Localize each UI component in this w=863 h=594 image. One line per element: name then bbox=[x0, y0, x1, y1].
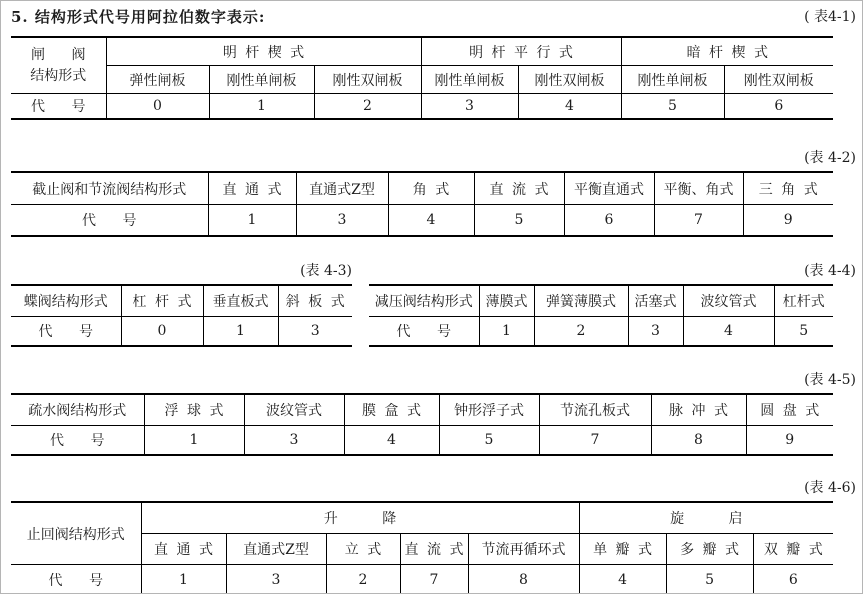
caption-row bbox=[11, 148, 856, 168]
code-value: 9 bbox=[746, 426, 833, 456]
col-header: 刚性单闸板 bbox=[421, 66, 518, 94]
table-4-6-caption: (表 4-6) bbox=[804, 480, 856, 496]
col-header: 三 角 式 bbox=[743, 172, 833, 205]
code-value: 8 bbox=[468, 565, 579, 594]
heading-row bbox=[11, 7, 856, 27]
col-header: 角 式 bbox=[388, 172, 474, 205]
code-value: 4 bbox=[344, 426, 439, 456]
col-header: 多 瓣 式 bbox=[666, 534, 753, 565]
code-value: 4 bbox=[683, 317, 774, 347]
table-4-5-caption: (表 4-5) bbox=[804, 372, 856, 388]
table-4-1-caption: ( 表4-1) bbox=[804, 9, 856, 25]
code-value: 7 bbox=[400, 565, 468, 594]
code-value: 3 bbox=[278, 317, 352, 347]
col-header: 直 流 式 bbox=[400, 534, 468, 565]
col-header: 脉 冲 式 bbox=[651, 394, 746, 426]
code-value: 8 bbox=[651, 426, 746, 456]
code-row-label: 代 号 bbox=[11, 426, 144, 456]
row-header bbox=[11, 37, 106, 94]
page-title: 5. 结构形式代号用阿拉伯数字表示: bbox=[11, 8, 266, 26]
code-value: 5 bbox=[621, 94, 724, 120]
code-value: 1 bbox=[203, 317, 278, 347]
col-header: 斜 板 式 bbox=[278, 285, 352, 317]
col-header: 薄膜式 bbox=[479, 285, 534, 317]
code-value: 5 bbox=[474, 205, 564, 237]
code-value: 1 bbox=[479, 317, 534, 347]
col-header: 浮 球 式 bbox=[144, 394, 244, 426]
code-value: 1 bbox=[209, 94, 314, 120]
code-value: 7 bbox=[539, 426, 651, 456]
col-header: 波纹管式 bbox=[683, 285, 774, 317]
col-header: 刚性双闸板 bbox=[314, 66, 421, 94]
row-header: 截止阀和节流阀结构形式 bbox=[11, 172, 208, 205]
code-value: 0 bbox=[106, 94, 209, 120]
code-value: 3 bbox=[421, 94, 518, 120]
row-header: 疏水阀结构形式 bbox=[11, 394, 144, 426]
col-header: 刚性双闸板 bbox=[724, 66, 833, 94]
code-value: 3 bbox=[296, 205, 388, 237]
code-row-label: 代 号 bbox=[369, 317, 479, 347]
row-header: 蝶阀结构形式 bbox=[11, 285, 121, 317]
group-header: 明 杆 平 行 式 bbox=[421, 37, 621, 66]
table-4-6 bbox=[11, 501, 833, 594]
caption-row bbox=[11, 478, 856, 498]
group-header: 升 降 bbox=[141, 502, 579, 534]
group-header: 暗 杆 楔 式 bbox=[621, 37, 833, 66]
code-value: 3 bbox=[226, 565, 326, 594]
code-value: 1 bbox=[141, 565, 226, 594]
col-header: 弹性闸板 bbox=[106, 66, 209, 94]
row-header-line2: 结构形式 bbox=[30, 67, 87, 84]
code-value: 9 bbox=[743, 205, 833, 237]
col-header: 平衡、角式 bbox=[654, 172, 743, 205]
table-4-3-caption: (表 4-3) bbox=[300, 263, 352, 279]
code-value: 3 bbox=[628, 317, 683, 347]
table-4-2 bbox=[11, 171, 833, 237]
col-header: 单 瓣 式 bbox=[579, 534, 666, 565]
table-4-4 bbox=[369, 284, 833, 347]
col-header: 刚性单闸板 bbox=[209, 66, 314, 94]
code-value: 7 bbox=[654, 205, 743, 237]
col-header: 平衡直通式 bbox=[564, 172, 654, 205]
col-header: 圆 盘 式 bbox=[746, 394, 833, 426]
group-header: 明 杆 楔 式 bbox=[106, 37, 421, 66]
col-header: 节流再循环式 bbox=[468, 534, 579, 565]
code-value: 5 bbox=[774, 317, 833, 347]
code-value: 4 bbox=[579, 565, 666, 594]
code-value: 5 bbox=[666, 565, 753, 594]
code-value: 3 bbox=[244, 426, 344, 456]
col-header: 杠 杆 式 bbox=[121, 285, 203, 317]
col-header: 节流孔板式 bbox=[539, 394, 651, 426]
col-header: 刚性单闸板 bbox=[621, 66, 724, 94]
col-header: 直通式Z型 bbox=[296, 172, 388, 205]
code-row-label: 代 号 bbox=[11, 205, 208, 237]
code-row-label: 代 号 bbox=[11, 317, 121, 347]
code-row-label: 代 号 bbox=[11, 94, 106, 120]
code-value: 6 bbox=[724, 94, 833, 120]
code-value: 2 bbox=[326, 565, 400, 594]
col-header: 活塞式 bbox=[628, 285, 683, 317]
table-4-4-caption: (表 4-4) bbox=[804, 263, 856, 279]
col-header: 弹簧薄膜式 bbox=[534, 285, 628, 317]
row-header-line1: 闸 阀 bbox=[31, 46, 86, 63]
code-value: 6 bbox=[753, 565, 833, 594]
code-value: 1 bbox=[144, 426, 244, 456]
code-value: 0 bbox=[121, 317, 203, 347]
caption-row bbox=[11, 261, 856, 281]
tables-3-4-row bbox=[11, 284, 856, 347]
code-value: 4 bbox=[518, 94, 621, 120]
col-header: 膜 盒 式 bbox=[344, 394, 439, 426]
code-value: 4 bbox=[388, 205, 474, 237]
code-value: 6 bbox=[564, 205, 654, 237]
col-header: 刚性双闸板 bbox=[518, 66, 621, 94]
group-header: 旋 启 bbox=[579, 502, 833, 534]
col-header: 双 瓣 式 bbox=[753, 534, 833, 565]
code-value: 2 bbox=[314, 94, 421, 120]
table-4-3 bbox=[11, 284, 352, 347]
table-4-2-caption: (表 4-2) bbox=[804, 150, 856, 166]
col-header: 直通式Z型 bbox=[226, 534, 326, 565]
col-header: 波纹管式 bbox=[244, 394, 344, 426]
col-header: 杠杆式 bbox=[774, 285, 833, 317]
col-header: 直 流 式 bbox=[474, 172, 564, 205]
col-header: 立 式 bbox=[326, 534, 400, 565]
code-value: 5 bbox=[439, 426, 539, 456]
col-header: 垂直板式 bbox=[203, 285, 278, 317]
table-4-1 bbox=[11, 36, 833, 120]
col-header: 钟形浮子式 bbox=[439, 394, 539, 426]
col-header: 直 通 式 bbox=[208, 172, 296, 205]
code-row-label: 代 号 bbox=[11, 565, 141, 594]
row-header: 止回阀结构形式 bbox=[11, 502, 141, 565]
table-4-5 bbox=[11, 393, 833, 456]
col-header: 直 通 式 bbox=[141, 534, 226, 565]
caption-row bbox=[11, 370, 856, 390]
code-value: 1 bbox=[208, 205, 296, 237]
row-header: 减压阀结构形式 bbox=[369, 285, 479, 317]
code-value: 2 bbox=[534, 317, 628, 347]
